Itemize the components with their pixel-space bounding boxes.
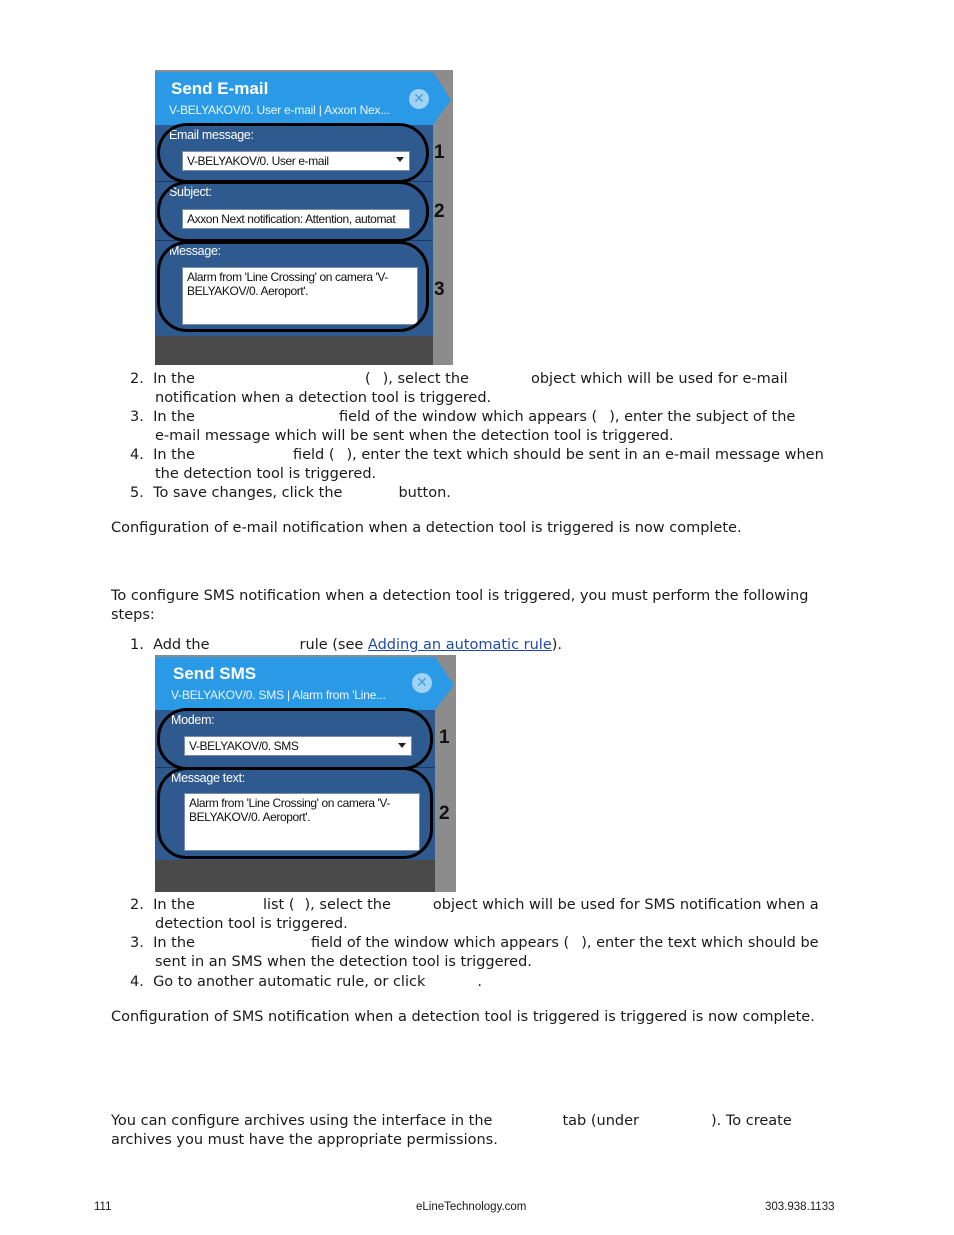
modem-label: Modem: bbox=[171, 713, 215, 727]
email-step-4-line-1: 4. In the field ( ), enter the text which should be sent in an e-mail message when bbox=[130, 447, 824, 463]
message-text-textarea[interactable]: Alarm from 'Line Crossing' on camera 'V-BELYAKOV/0. Aeroport'. bbox=[184, 793, 420, 851]
subject-input[interactable]: Axxon Next notification: Attention, automat bbox=[182, 209, 410, 229]
sms-step-3-line-1: 3. In the field of the window which appears ( ), enter the text which should be bbox=[130, 935, 819, 951]
close-icon[interactable]: ✕ bbox=[409, 89, 429, 109]
send-sms-dialog bbox=[155, 655, 456, 892]
dialog-footer-bar bbox=[155, 336, 433, 365]
callout-oval-3 bbox=[157, 241, 429, 332]
dialog-footer-bar bbox=[155, 860, 435, 892]
callout-number-3: 3 bbox=[434, 279, 445, 300]
email-step-3-line-2: e-mail message which will be sent when the detection tool is triggered. bbox=[155, 428, 674, 444]
sms-step-2-line-1: 2. In the list ( ), select the object which will be used for SMS notification when a bbox=[130, 897, 819, 913]
send-email-dialog bbox=[155, 70, 453, 365]
callout-oval-2 bbox=[157, 181, 429, 242]
footer-phone: 303.938.1133 bbox=[765, 1201, 835, 1213]
sms-step-3-line-2: sent in an SMS when the detection tool is triggered. bbox=[155, 954, 532, 970]
callout-oval-1 bbox=[157, 123, 429, 183]
email-message-label: Email message: bbox=[169, 128, 254, 142]
sms-step-1: 1. Add the rule (see Adding an automatic rule). bbox=[130, 637, 563, 653]
email-step-5: 5. To save changes, click the button. bbox=[130, 485, 451, 501]
email-step-2-line-1: 2. In the ( ), select the object which will be used for e-mail bbox=[130, 371, 788, 387]
email-step-2-line-2: notification when a detection tool is triggered. bbox=[155, 390, 492, 406]
dialog-title: Send SMS bbox=[173, 664, 257, 683]
archives-line-2: archives you must have the appropriate permissions. bbox=[111, 1132, 498, 1148]
subject-label: Subject: bbox=[169, 185, 212, 199]
sms-intro-line-1: To configure SMS notification when a detection tool is triggered, you must perform the following bbox=[111, 588, 809, 604]
email-step-3-line-1: 3. In the field of the window which appears ( ), enter the subject of the bbox=[130, 409, 796, 425]
archives-line-1: You can configure archives using the interface in the tab (under ). To create bbox=[111, 1113, 792, 1129]
email-step-4-line-2: the detection tool is triggered. bbox=[155, 466, 377, 482]
email-complete-paragraph: Configuration of e-mail notification when a detection tool is triggered is now complete. bbox=[111, 520, 742, 536]
callout-number-1: 1 bbox=[439, 727, 450, 748]
sms-step-4: 4. Go to another automatic rule, or click . bbox=[130, 974, 482, 990]
callout-number-2: 2 bbox=[434, 201, 445, 222]
dialog-subtitle: V-BELYAKOV/0. SMS | Alarm from 'Line... bbox=[171, 688, 386, 702]
dialog-title: Send E-mail bbox=[171, 79, 269, 98]
message-label: Message: bbox=[169, 244, 221, 258]
dialog-subtitle: V-BELYAKOV/0. User e-mail | Axxon Nex... bbox=[169, 103, 390, 117]
sms-complete-paragraph: Configuration of SMS notification when a detection tool is triggered is triggered is now complete. bbox=[111, 1009, 815, 1025]
message-textarea[interactable]: Alarm from 'Line Crossing' on camera 'V-BELYAKOV/0. Aeroport'. bbox=[182, 267, 418, 325]
adding-automatic-rule-link[interactable]: Adding an automatic rule bbox=[367, 637, 552, 653]
callout-number-2: 2 bbox=[439, 803, 450, 824]
footer-website: eLineTechnology.com bbox=[416, 1201, 527, 1213]
callout-oval-1 bbox=[157, 708, 433, 770]
message-text-label: Message text: bbox=[171, 771, 245, 785]
email-message-select[interactable]: V-BELYAKOV/0. User e-mail bbox=[182, 151, 410, 171]
close-icon[interactable]: ✕ bbox=[412, 673, 432, 693]
sms-intro-line-2: steps: bbox=[111, 607, 155, 623]
sms-step-2-line-2: detection tool is triggered. bbox=[155, 916, 348, 932]
page-number: 111 bbox=[94, 1201, 112, 1213]
callout-oval-2 bbox=[157, 767, 433, 859]
modem-select[interactable]: V-BELYAKOV/0. SMS bbox=[184, 736, 412, 756]
callout-number-1: 1 bbox=[434, 142, 445, 163]
